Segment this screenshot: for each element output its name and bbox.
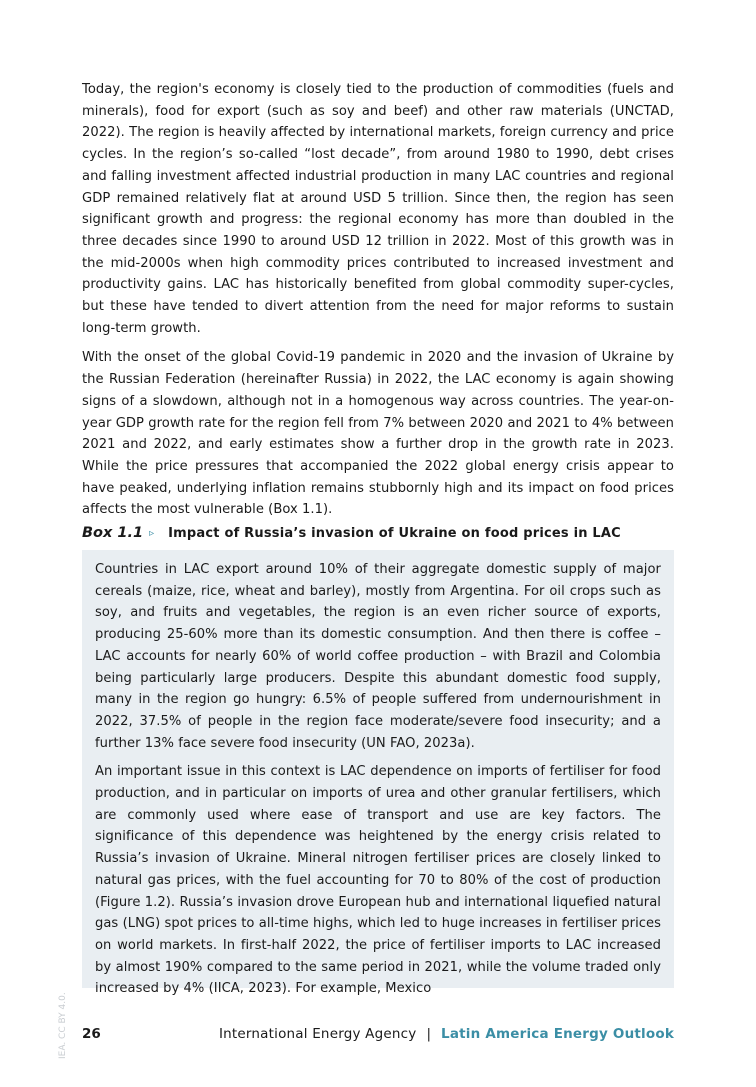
box-paragraph-1: Countries in LAC export around 10% of their aggregate domestic supply of major cereals (maize, rice, wheat and barley), mostly from Argentina. For oil crops such as soy, and fruits and vegetables, the region is an even richer source of exports, producing 25-60% more than its domestic consumption. And then there is coffee – LAC accounts for nearly 60% of world coffee production – with Brazil and Colombia being particularly large producers. Despite this abundant domestic food supply, many in the region go hungry: 6.5% of people suffered from undernourishment in 2022, 37.5% of people in the region face moderate/severe food insecurity; and a further 13% face severe food insecurity (UN FAO, 2023a). xyxy=(95,562,661,751)
page-footer xyxy=(82,1024,674,1044)
body-paragraph-2: With the onset of the global Covid-19 pandemic in 2020 and the invasion of Ukraine by the Russian Federation (hereinafter Russia) in 2022, the LAC economy is again showing signs of a slowdown, although not in a homogenous way across countries. The year-on-year GDP growth rate for the region fell from 7% between 2020 and 2021 to 4% between 2021 and 2022, and early estimates show a further drop in the growth rate in 2023. While the price pressures that accompanied the 2022 global energy crisis appear to have peaked, underlying inflation remains stubbornly high and its impact on food prices affects the most vulnerable (Box 1.1). xyxy=(82,350,674,518)
box-title: Impact of Russia’s invasion of Ukraine on food prices in LAC xyxy=(168,525,621,541)
box-body xyxy=(82,550,674,997)
license-watermark: IEA. CC BY 4.0. xyxy=(58,992,68,1059)
box-number: Box 1.1 xyxy=(82,525,144,541)
box-paragraph-2: An important issue in this context is LAC dependence on imports of fertiliser for food production, and in particular on imports of urea and other granular fertilisers, which are commonly used where ease of transport and use are key factors. The significance of this dependence was heightened by the energy crisis related to Russia’s invasion of Ukraine. Mineral nitrogen fertiliser prices are closely linked to natural gas prices, with the fuel accounting for 70 to 80% of the cost of production (Figure 1.2). Russia’s invasion drove European hub and international liquefied natural gas (LNG) spot prices to all-time highs, which led to huge increases in fertiliser prices on world markets. In first-half 2022, the price of fertiliser imports to LAC increased by almost 190% compared to the same period in 2021, while the volume traded only increased by 4% (IICA, 2023). For example, Mexico xyxy=(95,764,661,997)
agency-name: International Energy Agency xyxy=(218,1026,417,1042)
body-paragraph-1: Today, the region's economy is closely tied to the production of commodities (fuels and minerals), food for export (such as soy and beef) and other raw materials (UNCTAD, 2022). The region is heavily affected by international markets, foreign currency and price cycles. In the region’s so-called “lost decade”, from around 1980 to 1990, debt crises and falling investment affected industrial production in many LAC countries and regional GDP remained relatively flat at around USD 5 trillion. Since then, the region has seen significant growth and progress: the regional economy has more than doubled in the three decades since 1990 to around USD 12 trillion in 2022. Most of this growth was in the mid-2000s when high commodity prices contributed to increased investment and productivity gains. LAC has historically benefited from global commodity super-cycles, but these have tended to divert attention from the need for major reforms to sustain long-term growth. xyxy=(82,82,674,336)
page-number: 26 xyxy=(82,1026,101,1042)
footer-right xyxy=(219,1026,674,1042)
triangle-right-icon: ▹ xyxy=(149,527,155,539)
report-title: Latin America Energy Outlook xyxy=(441,1026,674,1042)
main-body-text xyxy=(82,79,674,529)
footer-separator: | xyxy=(426,1026,432,1042)
box-header xyxy=(82,522,674,544)
